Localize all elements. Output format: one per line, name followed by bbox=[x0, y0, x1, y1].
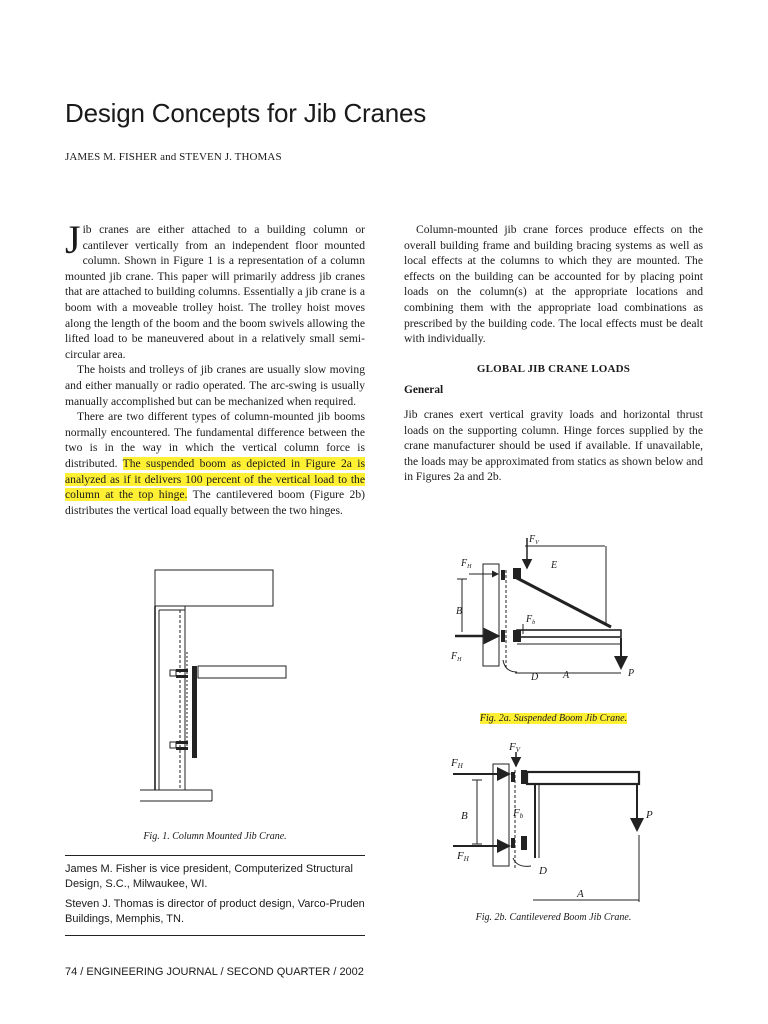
author-line: JAMES M. FISHER and STEVEN J. THOMAS bbox=[65, 151, 282, 163]
fig2a-fh-bottom-label: $F_H$ bbox=[451, 651, 462, 663]
loads-paragraph: Jib cranes exert vertical gravity loads and horizontal thrust loads on the supporting column. Hinge forces supplied by the crane manufacturer should be used if available. If unavailable, the loads may be approximated from statics as shown below and in Figures 2a and 2b. bbox=[404, 407, 703, 484]
left-column bbox=[65, 217, 365, 518]
figure-1-drawing bbox=[140, 570, 290, 810]
fig2b-fh-top-label: FH bbox=[451, 757, 463, 770]
hoists-paragraph: The hoists and trolleys of jib cranes are usually slow moving and either manually or radio operated. The arc-swing is usually manually accomplished but can be mechanized when required. bbox=[65, 363, 365, 408]
author-bios bbox=[65, 855, 365, 936]
fig2a-fb-label: $F_b$ bbox=[526, 614, 536, 626]
fig2a-d-label: D bbox=[531, 672, 539, 683]
highlighted-text: The suspended boom as depicted in Figure 2a is analyzed as if it delivers 100 percent of the vertical load to the column at the top hinge. bbox=[65, 456, 365, 502]
fig2b-fb-label: Fb bbox=[513, 807, 524, 820]
right-column bbox=[404, 222, 703, 485]
fig2a-a-label: A bbox=[563, 670, 570, 681]
fig2b-d-label: D bbox=[539, 865, 547, 877]
fig2b-b-label: B bbox=[461, 810, 468, 822]
effects-paragraph: Column-mounted jib crane forces produce effects on the overall building frame and building bracing systems as well as local effects at the columns to which they are mounted. The effects on the building can be accounted for by placing point loads on the column(s) at the appropriate locations and combining them with the appropriate load combinations as prescribed by the building code. The local effects must be dealt with individually. bbox=[404, 223, 703, 346]
mount-plate bbox=[192, 666, 197, 758]
figure-2a-drawing bbox=[445, 530, 645, 690]
fig2b-fh-bottom-label: FH bbox=[457, 850, 469, 863]
boom-types-paragraph bbox=[65, 409, 365, 518]
fig2a-b-label: B bbox=[456, 606, 463, 617]
boom-types-text-b: The cantilevered boom (Figure 2b) distributes the vertical load equally between the two hinges. bbox=[65, 488, 365, 517]
page-footer: 74 / ENGINEERING JOURNAL / SECOND QUARTER / 2002 bbox=[65, 966, 364, 978]
intro-text: ib cranes are either attached to a building column or cantilever vertically from an independent floor mounted column. Shown in Figure 1 is a representation of a column mounted jib crane. This paper will primarily address jib cranes that are attached to building columns. Essentially a jib crane is a boom with a moveable trolley hoist. The trolley hoist moves along the length of the boom and the boom swivels allowing the lifted load to be maneuvered about in a relatively small semi-circular area. bbox=[65, 223, 365, 361]
section-heading: GLOBAL JIB CRANE LOADS bbox=[476, 362, 631, 375]
bio-thomas: Steven J. Thomas is director of product design, Varco-Pruden Buildings, Memphis, TN. bbox=[65, 898, 365, 925]
fig2a-fh-top-label: $F_H$ bbox=[461, 558, 472, 570]
top-beam bbox=[155, 570, 273, 606]
boom-types-text-a: There are two different types of column-mounted jib booms normally encountered. The fundamental difference between the two is in the way in which the vertical column force is distributed. bbox=[65, 410, 365, 470]
figure-2a-caption: Fig. 2a. Suspended Boom Jib Crane. bbox=[479, 713, 628, 724]
bio-fisher: James M. Fisher is vice president, Computerized Structural Design, S.C., Milwaukee, WI. bbox=[65, 863, 353, 890]
subheading-general: General bbox=[404, 384, 444, 397]
fig2a-e-label: E bbox=[551, 560, 558, 571]
figure-1-caption: Fig. 1. Column Mounted Jib Crane. bbox=[143, 831, 287, 842]
figure-2b-caption: Fig. 2b. Cantilevered Boom Jib Crane. bbox=[475, 912, 632, 923]
article-title: Design Concepts for Jib Cranes bbox=[65, 98, 427, 128]
intro-paragraph bbox=[65, 217, 365, 362]
drop-cap: J bbox=[65, 217, 81, 262]
figure-2b-drawing bbox=[445, 740, 665, 910]
fig2b-a-label: A bbox=[577, 888, 584, 900]
fig2b-fv-label: FV bbox=[509, 741, 521, 754]
fig2a-fv-label: $F_V$ bbox=[529, 534, 539, 546]
fig2b-p-label: P bbox=[646, 809, 653, 821]
fig2a-p-label: P bbox=[628, 668, 635, 679]
boom-arm bbox=[198, 666, 286, 678]
